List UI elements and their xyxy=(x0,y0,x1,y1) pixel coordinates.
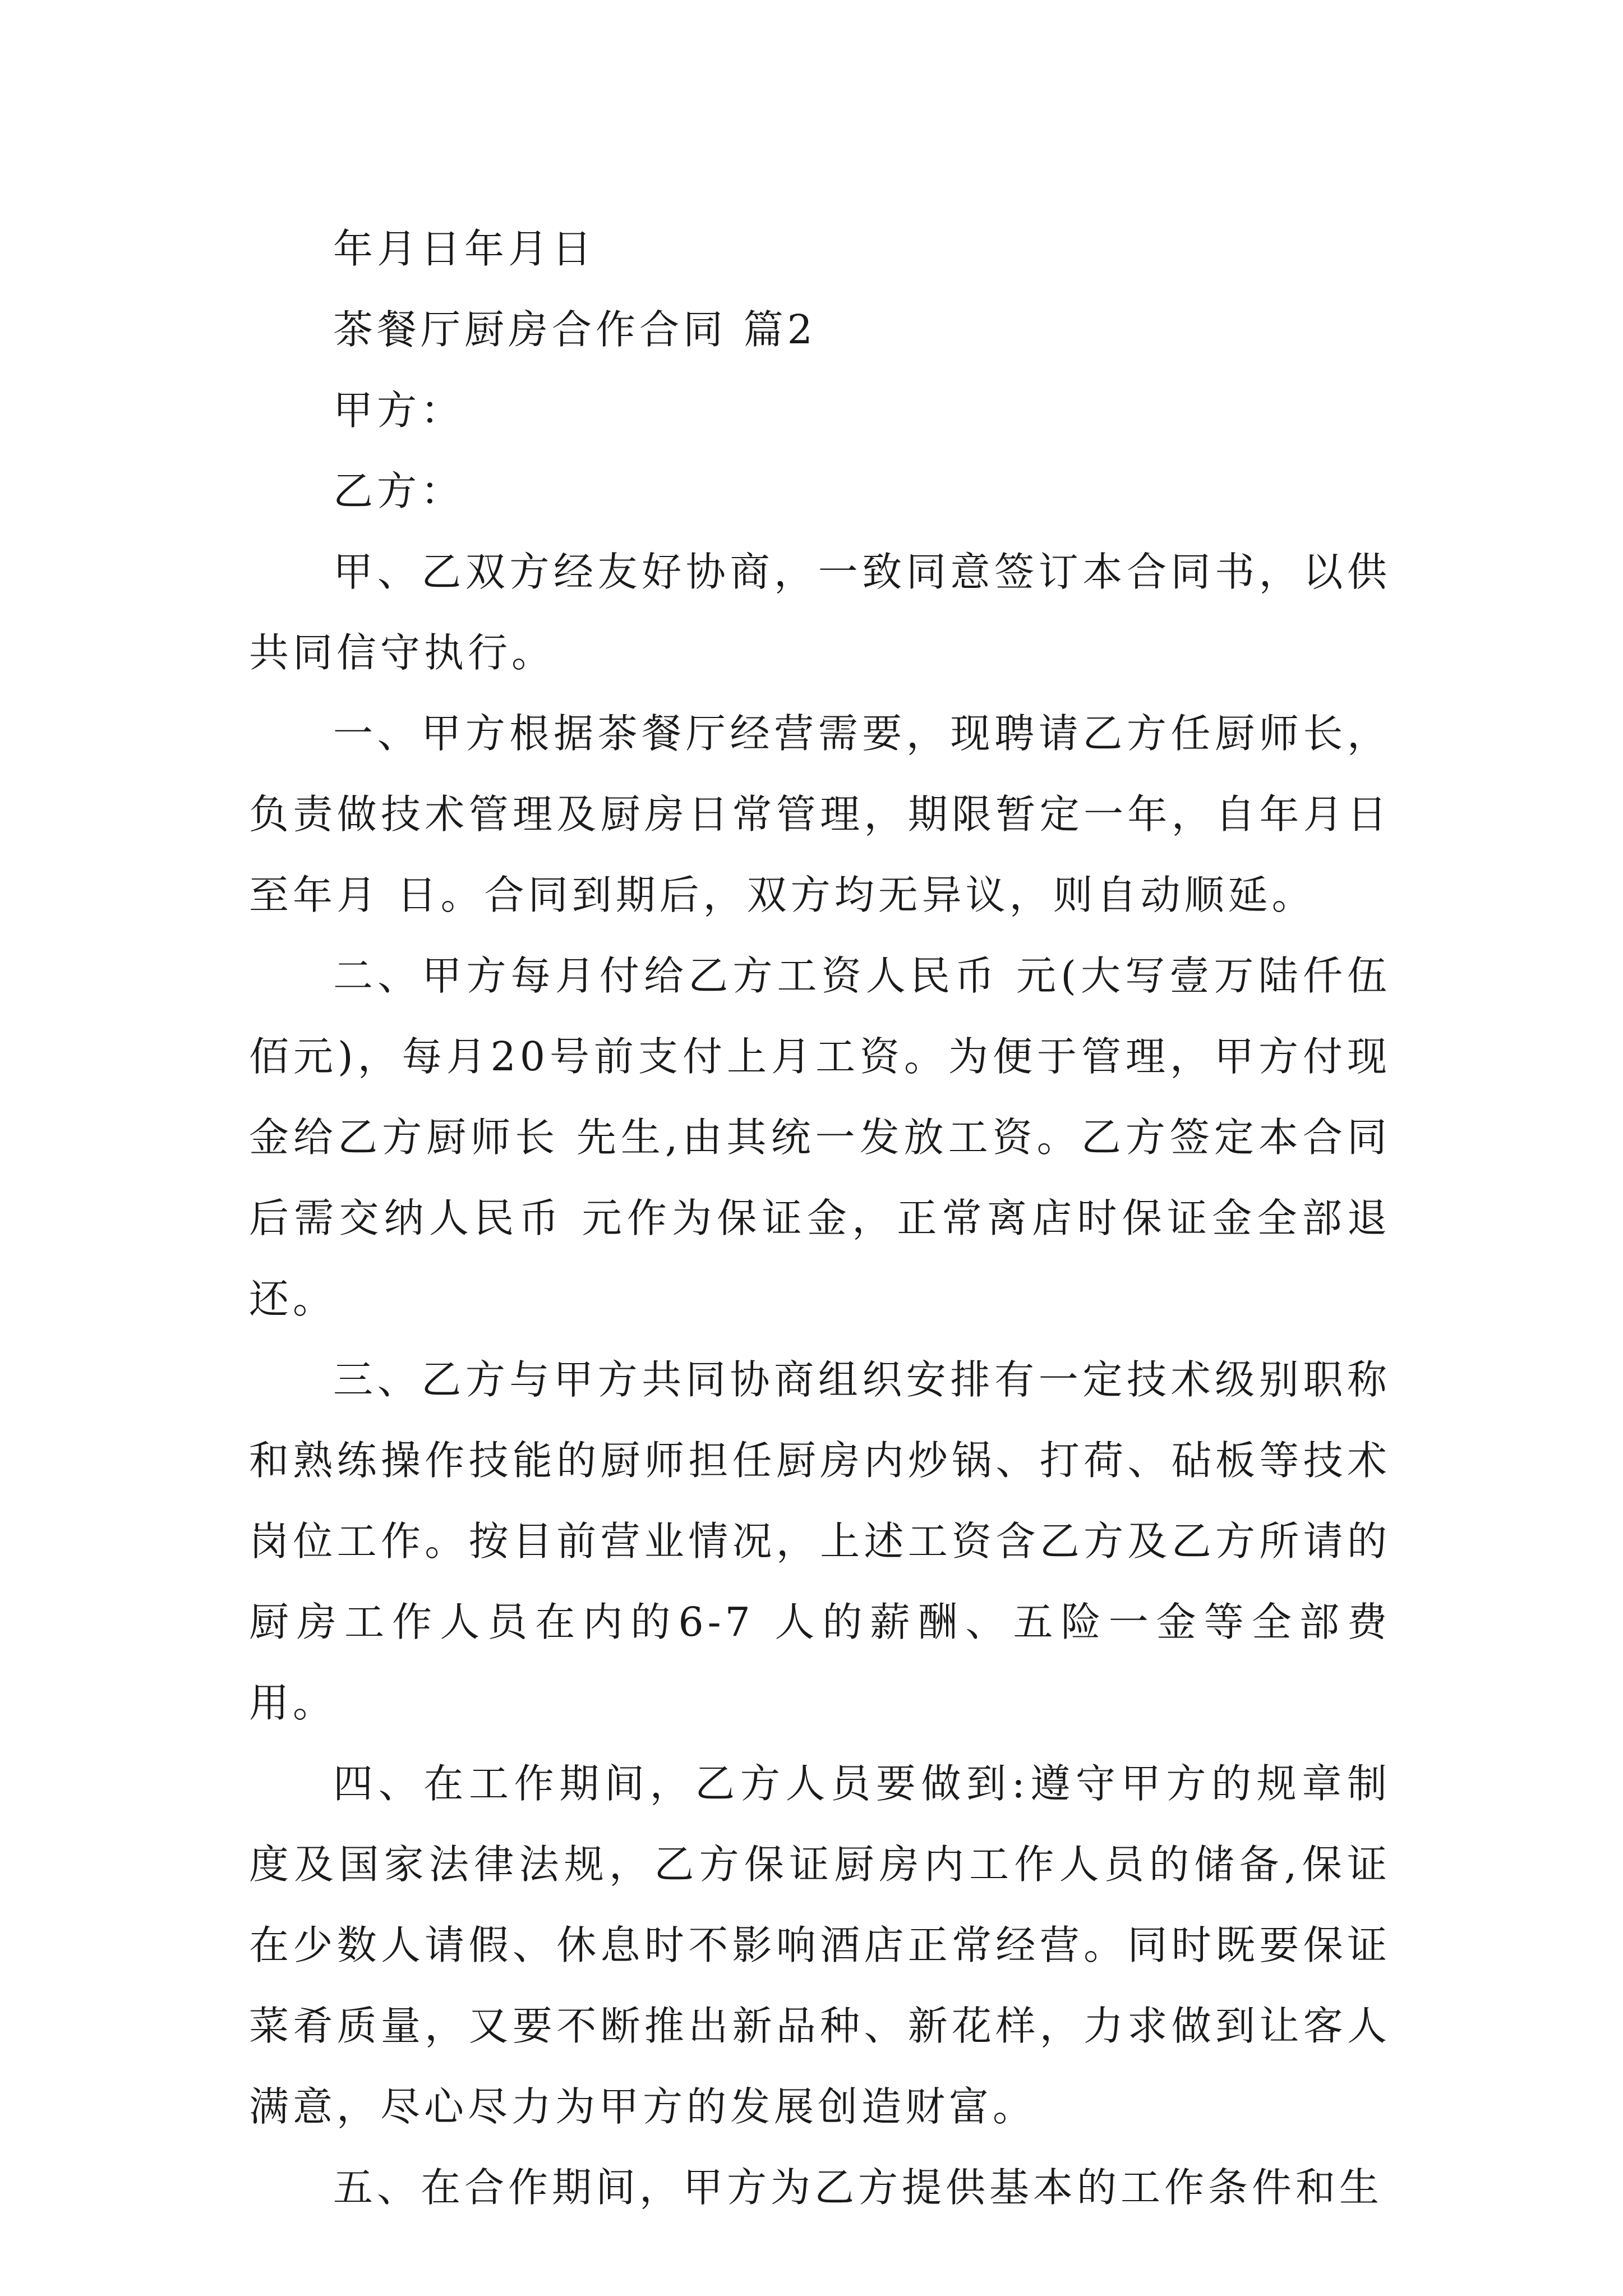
party-a-label: 甲方： xyxy=(333,387,465,434)
date-line: 年月日年月日 xyxy=(333,226,596,272)
document-body xyxy=(249,209,1391,2228)
paragraph-clause-4: 四、在工作期间，乙方人员要做到:遵守甲方的规章制度及国家法律法规，乙方保证厨房内工作人员的储备,保证在少数人请假、休息时不影响酒店正常经营。同时既要保证菜肴质量，又要不断推出新品种、新花样，力求做到让客人满意，尽心尽力为甲方的发展创造财富。 xyxy=(249,1760,1391,2130)
paragraph-clause-5: 五、在合作期间，甲方为乙方提供基本的工作条件和生 xyxy=(333,2164,1384,2211)
paragraph-clause-1: 一、甲方根据茶餐厅经营需要，现聘请乙方任厨师长，负责做技术管理及厨房日常管理，期限暂定一年，自年月日至年月 日。合同到期后，双方均无异议，则自动顺延。 xyxy=(249,710,1391,918)
contract-title: 茶餐厅厨房合作合同 篇2 xyxy=(333,306,817,353)
paragraph-clause-2: 二、甲方每月付给乙方工资人民币 元(大写壹万陆仟伍佰元)，每月20号前支付上月工资。为便于管理，甲方付现金给乙方厨师长 先生,由其统一发放工资。乙方签定本合同后需交纳人民币 元作为保证金，正常离店时保证金全部退还。 xyxy=(249,953,1391,1322)
party-b-label: 乙方： xyxy=(333,468,465,514)
paragraph-intro: 甲、乙双方经友好协商，一致同意签订本合同书，以供共同信守执行。 xyxy=(249,549,1391,676)
paragraph-clause-3: 三、乙方与甲方共同协商组织安排有一定技术级别职称和熟练操作技能的厨师担任厨房内炒锅、打荷、砧板等技术岗位工作。按目前营业情况，上述工资含乙方及乙方所请的厨房工作人员在内的6-7 人的薪酬、五险一金等全部费用。 xyxy=(249,1356,1391,1726)
